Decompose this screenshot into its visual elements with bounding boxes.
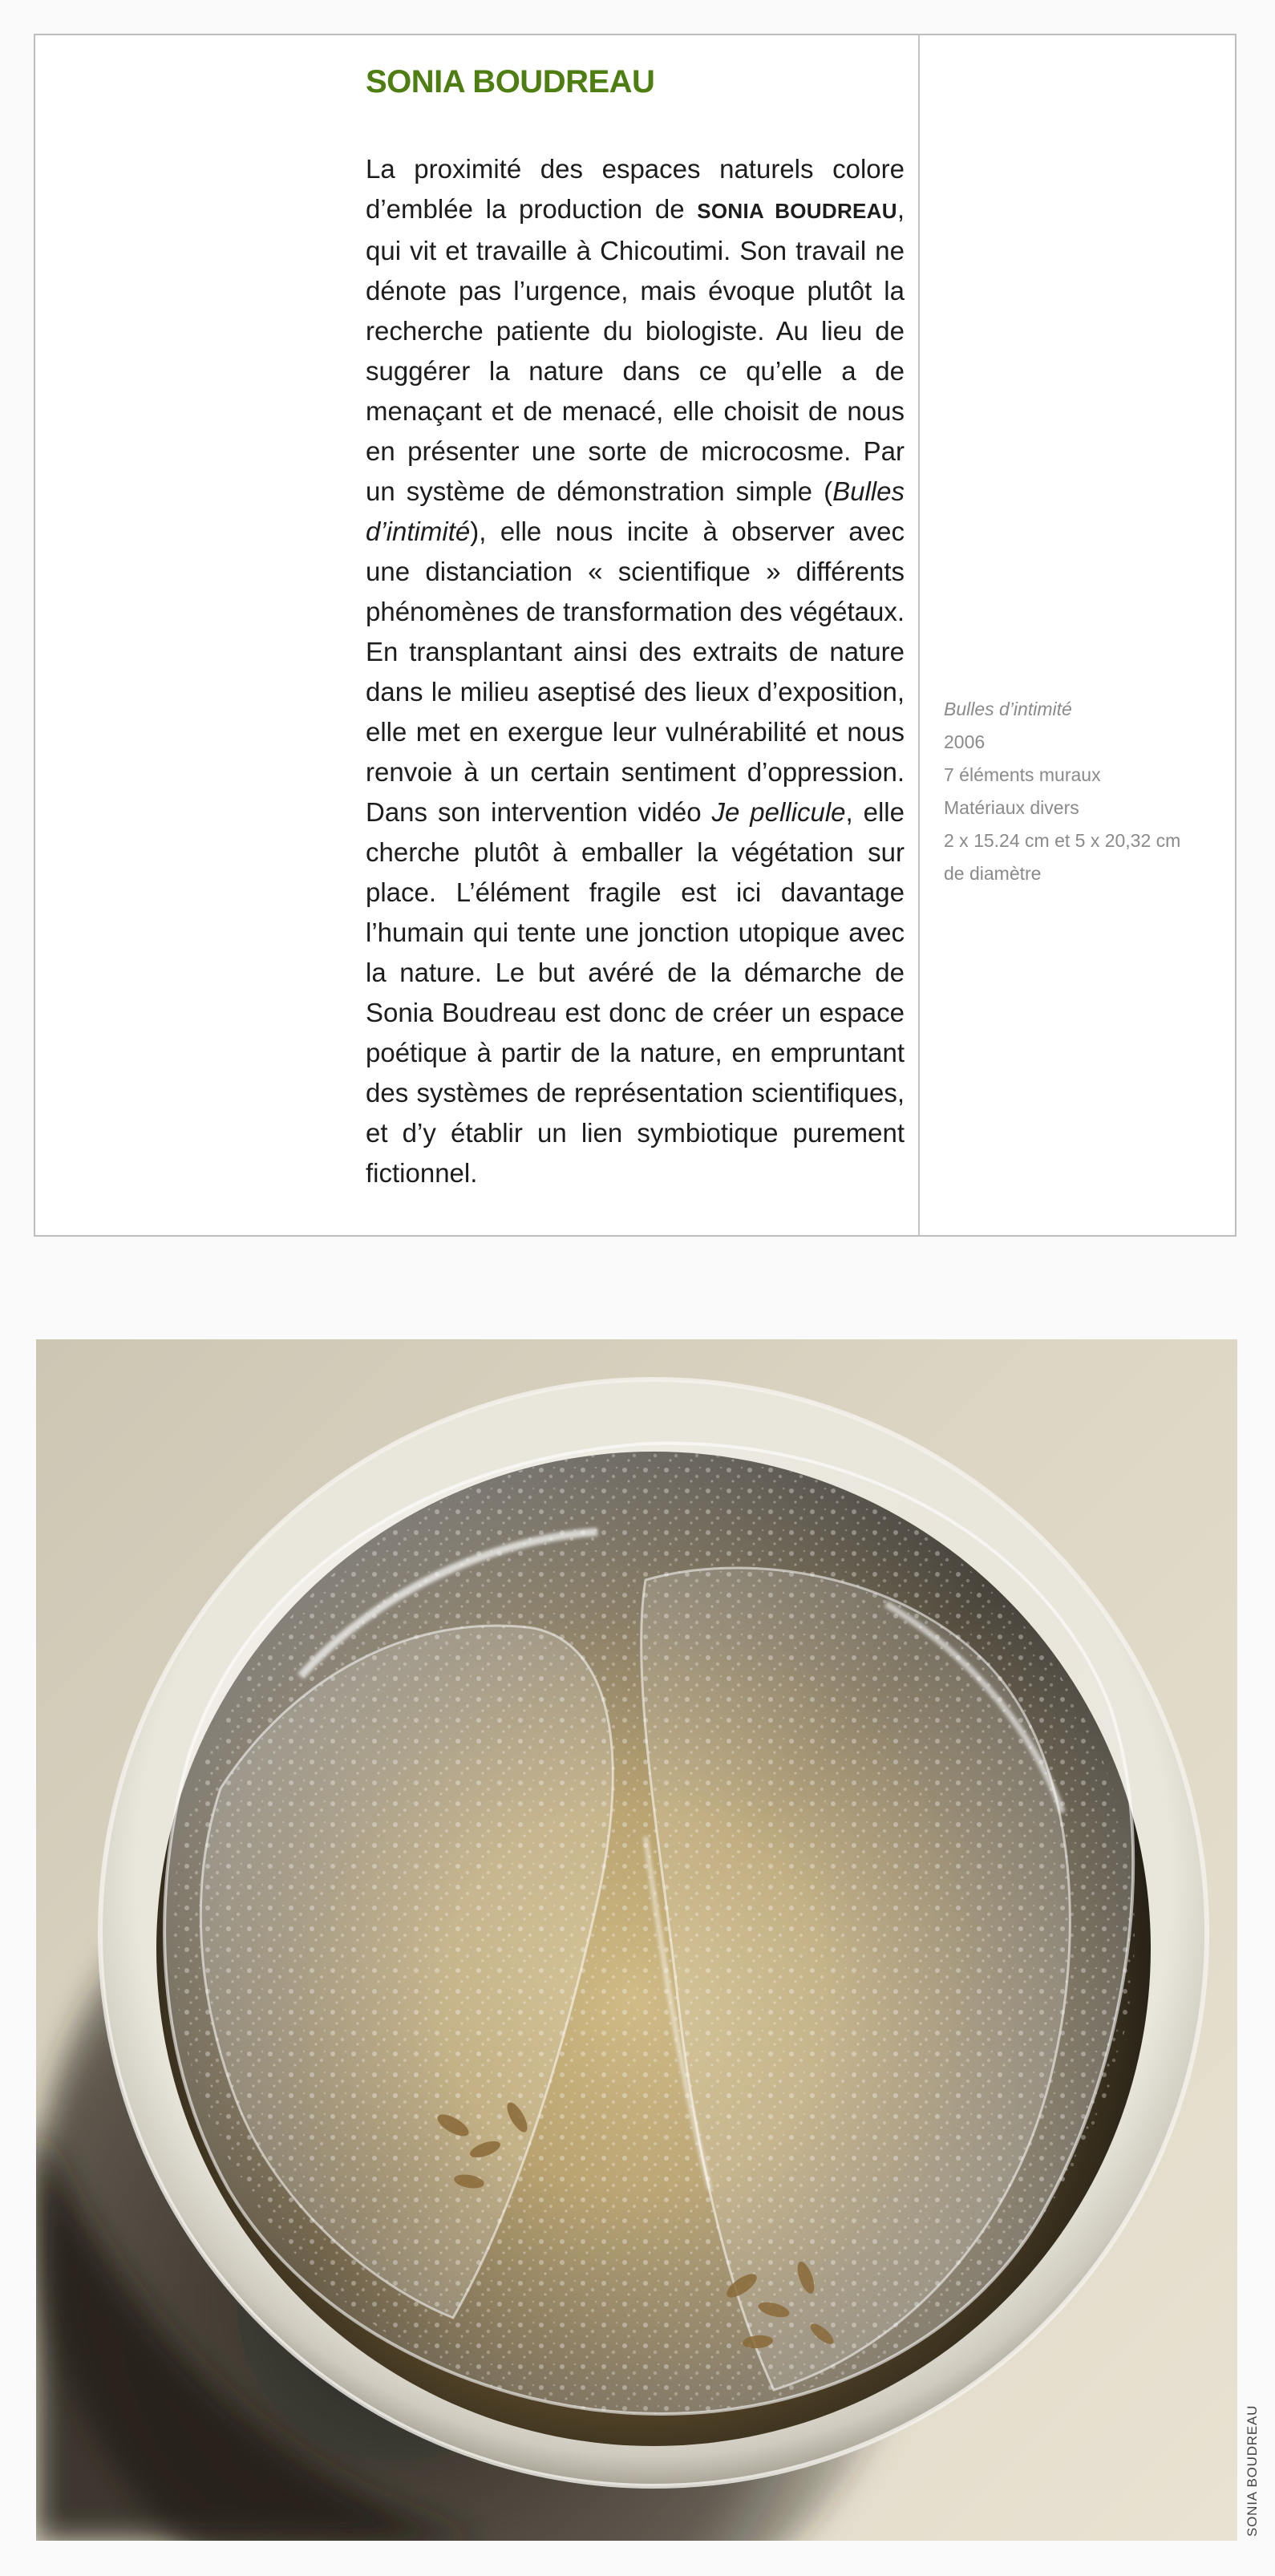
caption-dimensions-cont: de diamètre	[944, 863, 1042, 884]
artist-name-smallcaps: SONIA BOUDREAU	[697, 199, 897, 223]
article-body-segment: La proximité des espaces naturels colore d’emblée la production de	[366, 154, 905, 224]
petri-dish-illustration	[36, 1339, 1237, 2541]
article-body-segment: , elle cherche plutôt à emballer la végétation sur place. L’élément fragile est ici davantage l’humain qui tente une jonction utopique avec la nature. Le but avéré de la démarche de Sonia Boudreau est donc de créer un espace poétique à partir de la nature, en empruntant des systèmes de représentation scientifiques, et d’y établir un lien symbiotique purement fictionnel.	[366, 797, 905, 1188]
video-title-italic: Je pellicule	[711, 797, 846, 827]
photo-credit: SONIA BOUDREAU	[1245, 2404, 1260, 2537]
work-title-italic: Bulles d’intimité	[366, 476, 905, 546]
article-panel	[34, 34, 1237, 1237]
caption-dimensions: 2 x 15.24 cm et 5 x 20,32 cm	[944, 830, 1181, 851]
column-divider	[918, 35, 920, 1235]
caption-materials: Matériaux divers	[944, 797, 1079, 818]
caption-year: 2006	[944, 731, 986, 752]
article-body-segment: ), elle nous incite à observer avec une distanciation « scientifique » différents phénomènes de transformation des végétaux. En transplantant ainsi des extraits de nature dans le milieu aseptisé des lieux d’exposition, elle met en exergue leur vulnérabilité et nous renvoie à un certain sentiment d’oppression. Dans son intervention vidéo	[366, 516, 905, 827]
article-body-segment: , qui vit et travaille à Chicoutimi. Son travail ne dénote pas l’urgence, mais évoque plutôt la recherche patiente du biologiste. Au lieu de suggérer la nature dans ce qu’elle a de menaçant et de menacé, elle choisit de nous en présenter une sorte de microcosme. Par un système de démonstration simple (	[366, 194, 905, 506]
caption-elements: 7 éléments muraux	[944, 764, 1101, 785]
artwork-photograph	[36, 1339, 1237, 2541]
article-body	[366, 149, 905, 1193]
artwork-caption	[944, 693, 1228, 890]
caption-title: Bulles d’intimité	[944, 699, 1072, 719]
article	[366, 63, 905, 1193]
article-title: SONIA BOUDREAU	[366, 64, 655, 99]
